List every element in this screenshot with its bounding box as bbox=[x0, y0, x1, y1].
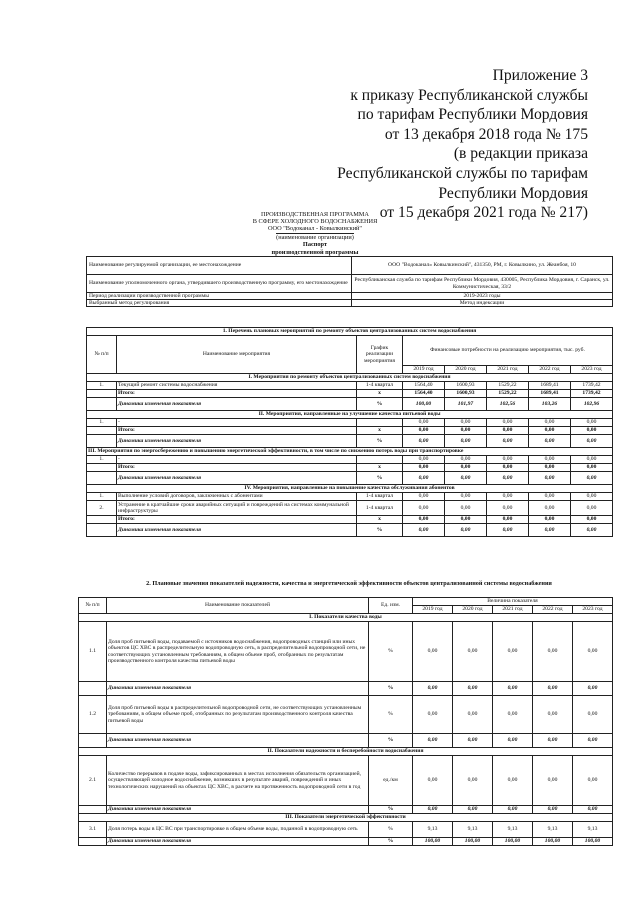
value-cell: 100,00 bbox=[403, 398, 445, 411]
passport-subtitle: производственной программы bbox=[271, 248, 359, 256]
dynamics-unit: % bbox=[357, 524, 403, 537]
value-cell: 0,00 bbox=[573, 696, 613, 734]
value-cell: 0,00 bbox=[453, 734, 493, 748]
value-cell: 0,00 bbox=[573, 806, 613, 814]
header-line: (в редакции приказа bbox=[453, 145, 588, 163]
col-header-unit: Ед. изм. bbox=[369, 598, 413, 614]
header-line: по тарифам Республики Мордовия bbox=[357, 106, 588, 124]
value-cell: 0,00 bbox=[529, 464, 571, 472]
value-cell: 1600,93 bbox=[445, 382, 487, 390]
value-cell: 0,00 bbox=[403, 472, 445, 485]
row-schedule bbox=[357, 419, 403, 427]
row-unit: ед./км bbox=[369, 756, 413, 806]
row-name: - bbox=[117, 419, 357, 427]
total-sched: х bbox=[357, 516, 403, 524]
value-cell: 0,00 bbox=[571, 456, 613, 464]
value-cell: 9,13 bbox=[533, 822, 573, 838]
passport-label: Период реализации производственной программы bbox=[87, 293, 352, 300]
value-cell: 1529,22 bbox=[487, 382, 529, 390]
section-header: I. Мероприятия по ремонту объектов централизованных систем водоснабжения bbox=[87, 374, 613, 382]
passport-row bbox=[87, 293, 613, 300]
value-cell: 0,00 bbox=[533, 734, 573, 748]
col-header-finance: Финансовые потребности на реализацию мероприятия, тыс. руб. bbox=[403, 336, 613, 366]
total-sched: х bbox=[357, 464, 403, 472]
indicators-table bbox=[78, 597, 613, 846]
value-cell: 0,00 bbox=[445, 456, 487, 464]
col-header-name: Наименование показателей bbox=[107, 598, 369, 614]
col-header-values: Величина показателя bbox=[413, 598, 613, 606]
section-header: II. Показатели надежности и бесперебойности водоснабжения bbox=[79, 748, 613, 756]
table-row bbox=[87, 501, 613, 516]
value-cell: 0,00 bbox=[493, 734, 533, 748]
value-cell: 0,00 bbox=[453, 756, 493, 806]
value-cell: 9,13 bbox=[453, 822, 493, 838]
row-name: Устранение в кратчайшие сроки аварийных ситуаций и повреждений на системах коммунальной инфраструктуры bbox=[117, 501, 357, 516]
passport-value: Метод индексации bbox=[352, 300, 613, 307]
passport-label: Выбранный метод регулирования bbox=[87, 300, 352, 307]
value-cell: 100,00 bbox=[533, 838, 573, 846]
total-sched: х bbox=[357, 427, 403, 435]
value-cell: 0,00 bbox=[403, 493, 445, 501]
year-header: 2023 год bbox=[573, 606, 613, 614]
value-cell: 0,00 bbox=[445, 501, 487, 516]
value-cell: 0,00 bbox=[571, 501, 613, 516]
value-cell: 9,13 bbox=[573, 822, 613, 838]
value-cell: 0,00 bbox=[403, 435, 445, 448]
dynamics-label: Динамика изменения показателя bbox=[107, 682, 369, 696]
dynamics-row bbox=[87, 472, 613, 485]
row-schedule: 1-4 квартал bbox=[357, 493, 403, 501]
value-cell: 0,00 bbox=[573, 682, 613, 696]
value-cell: 100,00 bbox=[573, 838, 613, 846]
total-row bbox=[87, 516, 613, 524]
section-header: III. Мероприятия по энергосбережению и повышению энергетической эффективности, в том числе по снижению потерь воды при транспортировке bbox=[87, 448, 613, 456]
program-title-line2: В СФЕРЕ ХОЛОДНОГО ВОДОСНАБЖЕНИЯ bbox=[252, 218, 378, 226]
row-num: 1.1 bbox=[79, 622, 107, 682]
value-cell: 0,00 bbox=[445, 427, 487, 435]
value-cell: 9,13 bbox=[413, 822, 453, 838]
row-name: Текущий ремонт системы водоснабжения bbox=[117, 382, 357, 390]
value-cell: 0,00 bbox=[529, 516, 571, 524]
total-label: Итого: bbox=[117, 427, 357, 435]
header-line: Республиканской службы по тарифам bbox=[337, 164, 588, 182]
dynamics-row bbox=[87, 524, 613, 537]
total-label: Итого: bbox=[117, 464, 357, 472]
value-cell: 0,00 bbox=[487, 435, 529, 448]
dynamics-unit: % bbox=[357, 472, 403, 485]
value-cell: 0,00 bbox=[571, 427, 613, 435]
passport-label: Наименование регулируемой организации, ее местонахождение bbox=[87, 257, 352, 275]
value-cell: 0,00 bbox=[571, 419, 613, 427]
dynamics-unit: % bbox=[357, 435, 403, 448]
year-header: 2021 год bbox=[487, 366, 529, 374]
value-cell: 0,00 bbox=[445, 435, 487, 448]
header-line: от 15 декабря 2021 года № 217) bbox=[379, 204, 588, 222]
passport-row bbox=[87, 257, 613, 275]
value-cell: 0,00 bbox=[493, 756, 533, 806]
appendix-header bbox=[288, 66, 588, 223]
value-cell: 0,00 bbox=[529, 427, 571, 435]
value-cell: 0,00 bbox=[403, 464, 445, 472]
value-cell: 0,00 bbox=[533, 806, 573, 814]
table-row bbox=[79, 756, 613, 806]
value-cell: 0,00 bbox=[571, 472, 613, 485]
passport-value: 2019-2023 годы bbox=[352, 293, 613, 300]
organization-note: (наименование организации) bbox=[276, 234, 354, 242]
dynamics-row bbox=[79, 806, 613, 814]
value-cell: 0,00 bbox=[529, 419, 571, 427]
repair-measures-table bbox=[86, 327, 613, 537]
row-name: Доля потерь воды в ЦС ВС при транспортировке в общем объеме воды, поданной в водопроводную сеть bbox=[107, 822, 369, 838]
row-unit: % bbox=[369, 822, 413, 838]
value-cell: 0,00 bbox=[413, 734, 453, 748]
dynamics-label: Динамика изменения показателя bbox=[107, 838, 369, 846]
value-cell: 100,00 bbox=[413, 838, 453, 846]
value-cell: 0,00 bbox=[487, 524, 529, 537]
row-num: 1. bbox=[87, 419, 117, 427]
value-cell: 1689,41 bbox=[529, 382, 571, 390]
value-cell: 0,00 bbox=[413, 696, 453, 734]
value-cell: 9,13 bbox=[493, 822, 533, 838]
dynamics-row bbox=[87, 435, 613, 448]
table2-caption: 2. Плановые значения показателей надежности, качества и энергетической эффективности объектов централизованной системы водоснабжения bbox=[146, 580, 552, 587]
value-cell: 1739,42 bbox=[571, 390, 613, 398]
dynamics-label: Динамика изменения показателя bbox=[117, 398, 357, 411]
value-cell: 101,97 bbox=[445, 398, 487, 411]
value-cell: 0,00 bbox=[529, 435, 571, 448]
value-cell: 0,00 bbox=[529, 493, 571, 501]
year-header: 2020 год bbox=[453, 606, 493, 614]
value-cell: 0,00 bbox=[493, 682, 533, 696]
value-cell: 100,00 bbox=[493, 838, 533, 846]
value-cell: 0,00 bbox=[413, 622, 453, 682]
row-unit: % bbox=[369, 622, 413, 682]
dynamics-unit: % bbox=[357, 398, 403, 411]
value-cell: 0,00 bbox=[487, 456, 529, 464]
table-row bbox=[79, 622, 613, 682]
row-name: - bbox=[117, 456, 357, 464]
value-cell: 1689,41 bbox=[529, 390, 571, 398]
value-cell: 0,00 bbox=[573, 734, 613, 748]
value-cell: 0,00 bbox=[487, 493, 529, 501]
row-name: Выполнение условий договоров, заключенных с абонентами bbox=[117, 493, 357, 501]
row-num: 2. bbox=[87, 501, 117, 516]
dynamics-row bbox=[79, 682, 613, 696]
total-label: Итого: bbox=[117, 390, 357, 398]
value-cell: 0,00 bbox=[453, 622, 493, 682]
program-title-line1: ПРОИЗВОДСТВЕННАЯ ПРОГРАММА bbox=[261, 211, 369, 218]
dynamics-label: Динамика изменения показателя bbox=[117, 435, 357, 448]
value-cell: 0,00 bbox=[445, 524, 487, 537]
dynamics-unit: % bbox=[369, 682, 413, 696]
dynamics-label: Динамика изменения показателя bbox=[107, 806, 369, 814]
value-cell: 0,00 bbox=[413, 756, 453, 806]
organization-name: ООО "Водоканал - Ковылкинский" bbox=[267, 225, 363, 233]
value-cell: 1564,40 bbox=[403, 390, 445, 398]
row-name: Количество перерывов в подаче воды, зафиксированных в местах исполнения обязательств организацией, осуществляющей холодное водоснабжение, возникших в результате аварий, повреждений и иных технологических нарушений на объектах ЦС ХВС, в расчете на протяженность водопроводной сети в год bbox=[107, 756, 369, 806]
value-cell: 0,00 bbox=[445, 464, 487, 472]
value-cell: 100,00 bbox=[453, 838, 493, 846]
value-cell: 0,00 bbox=[403, 456, 445, 464]
header-line: к приказу Республиканской службы bbox=[350, 86, 588, 104]
passport-title: Паспорт bbox=[302, 241, 328, 249]
year-header: 2019 год bbox=[413, 606, 453, 614]
year-header: 2022 год bbox=[533, 606, 573, 614]
value-cell: 103,26 bbox=[529, 398, 571, 411]
dynamics-unit: % bbox=[369, 838, 413, 846]
value-cell: 0,00 bbox=[529, 501, 571, 516]
value-cell: 0,00 bbox=[445, 472, 487, 485]
table-row bbox=[87, 493, 613, 501]
year-header: 2020 год bbox=[445, 366, 487, 374]
value-cell: 0,00 bbox=[533, 756, 573, 806]
col-header-num: № п/п bbox=[79, 598, 107, 614]
header-line: Приложение 3 bbox=[492, 67, 588, 84]
value-cell: 0,00 bbox=[413, 682, 453, 696]
header-line: от 13 декабря 2018 года № 175 bbox=[384, 125, 588, 143]
value-cell: 1739,42 bbox=[571, 382, 613, 390]
table-row bbox=[79, 696, 613, 734]
row-num: 1. bbox=[87, 456, 117, 464]
value-cell: 102,56 bbox=[487, 398, 529, 411]
col-header-num: № п/п bbox=[87, 336, 117, 374]
table-row bbox=[79, 822, 613, 838]
passport-value: Республиканская служба по тарифам Республики Мордовия, 430005, Республика Мордовия, г. Саранск, ул. Коммунистическая, 33/2 bbox=[352, 275, 613, 293]
value-cell: 0,00 bbox=[445, 516, 487, 524]
value-cell: 0,00 bbox=[493, 806, 533, 814]
section-header: III. Показатели энергетической эффективности bbox=[79, 814, 613, 822]
dynamics-row bbox=[79, 734, 613, 748]
passport-value: ООО "Водоканал» Ковылкинский", 431350, РМ, г. Ковылкино, ул. Жеанбоя, 10 bbox=[352, 257, 613, 275]
dynamics-label: Динамика изменения показателя bbox=[117, 472, 357, 485]
row-name: Доля проб питьевой воды, подаваемой с источников водоснабжения, водопроводных станций или иных объектов ЦС ХВС в распределительную водопроводную сеть, в распределительной водопроводной сети, не соответствующих установленным требованиям, в общем объеме проб, отобранных по результатам производственного контроля качества питьевой воды bbox=[107, 622, 369, 682]
value-cell: 0,00 bbox=[493, 622, 533, 682]
value-cell: 0,00 bbox=[487, 516, 529, 524]
value-cell: 0,00 bbox=[403, 419, 445, 427]
passport-table bbox=[86, 256, 613, 307]
row-num: 1. bbox=[87, 382, 117, 390]
passport-row bbox=[87, 275, 613, 293]
value-cell: 0,00 bbox=[453, 696, 493, 734]
value-cell: 0,00 bbox=[487, 427, 529, 435]
value-cell: 0,00 bbox=[571, 464, 613, 472]
value-cell: 0,00 bbox=[571, 493, 613, 501]
value-cell: 0,00 bbox=[573, 756, 613, 806]
value-cell: 0,00 bbox=[529, 524, 571, 537]
program-title bbox=[150, 211, 480, 256]
value-cell: 102,96 bbox=[571, 398, 613, 411]
dynamics-unit: % bbox=[369, 734, 413, 748]
value-cell: 0,00 bbox=[533, 622, 573, 682]
value-cell: 0,00 bbox=[533, 696, 573, 734]
section-header: I. Показатели качества воды bbox=[79, 614, 613, 622]
value-cell: 0,00 bbox=[403, 516, 445, 524]
table-row bbox=[87, 419, 613, 427]
year-header: 2019 год bbox=[403, 366, 445, 374]
value-cell: 0,00 bbox=[487, 501, 529, 516]
value-cell: 0,00 bbox=[529, 456, 571, 464]
row-name: Доля проб питьевой воды в распределительной водопроводной сети, не соответствующих установленным требованиям, в общем объеме проб, отобранных по результатам производственного контроля качества питьевой воды bbox=[107, 696, 369, 734]
table-row bbox=[87, 456, 613, 464]
value-cell: 0,00 bbox=[487, 419, 529, 427]
value-cell: 1564,40 bbox=[403, 382, 445, 390]
dynamics-row bbox=[87, 398, 613, 411]
value-cell: 0,00 bbox=[493, 696, 533, 734]
value-cell: 0,00 bbox=[453, 682, 493, 696]
value-cell: 0,00 bbox=[403, 501, 445, 516]
value-cell: 0,00 bbox=[571, 524, 613, 537]
row-num: 1.2 bbox=[79, 696, 107, 734]
value-cell: 1600,93 bbox=[445, 390, 487, 398]
passport-row bbox=[87, 300, 613, 307]
table1-caption: 1. Перечень плановых мероприятий по ремонту объектов централизованных систем водоснабжения bbox=[87, 328, 613, 336]
value-cell: 0,00 bbox=[487, 472, 529, 485]
value-cell: 0,00 bbox=[445, 493, 487, 501]
row-schedule: 1-4 квартал bbox=[357, 382, 403, 390]
row-num: 1. bbox=[87, 493, 117, 501]
year-header: 2022 год bbox=[529, 366, 571, 374]
value-cell: 0,00 bbox=[487, 464, 529, 472]
value-cell: 0,00 bbox=[529, 472, 571, 485]
value-cell: 0,00 bbox=[413, 806, 453, 814]
row-num: 3.1 bbox=[79, 822, 107, 838]
value-cell: 0,00 bbox=[403, 524, 445, 537]
row-unit: % bbox=[369, 696, 413, 734]
value-cell: 0,00 bbox=[445, 419, 487, 427]
section-header: II. Мероприятия, направленные на улучшение качества питьевой воды bbox=[87, 411, 613, 419]
total-sched: х bbox=[357, 390, 403, 398]
dynamics-label: Динамика изменения показателя bbox=[117, 524, 357, 537]
row-schedule: 1-4 квартал bbox=[357, 501, 403, 516]
value-cell: 0,00 bbox=[571, 435, 613, 448]
value-cell: 0,00 bbox=[403, 427, 445, 435]
col-header-name: Наименование мероприятия bbox=[117, 336, 357, 374]
col-header-schedule: График реализации мероприятия bbox=[357, 336, 403, 374]
value-cell: 0,00 bbox=[573, 622, 613, 682]
table-row bbox=[87, 382, 613, 390]
dynamics-unit: % bbox=[369, 806, 413, 814]
value-cell: 0,00 bbox=[533, 682, 573, 696]
section-header: IV. Мероприятия, направленные на повышение качества обслуживания абонентов bbox=[87, 485, 613, 493]
passport-label: Наименование уполномоченного органа, утвердившего производственную программу, его местонахождение bbox=[87, 275, 352, 293]
year-header: 2023 год bbox=[571, 366, 613, 374]
value-cell: 0,00 bbox=[453, 806, 493, 814]
value-cell: 0,00 bbox=[571, 516, 613, 524]
total-row bbox=[87, 390, 613, 398]
total-label: Итого: bbox=[117, 516, 357, 524]
dynamics-label: Динамика изменения показателя bbox=[107, 734, 369, 748]
row-num: 2.1 bbox=[79, 756, 107, 806]
row-schedule bbox=[357, 456, 403, 464]
dynamics-row bbox=[79, 838, 613, 846]
value-cell: 1529,22 bbox=[487, 390, 529, 398]
total-row bbox=[87, 427, 613, 435]
total-row bbox=[87, 464, 613, 472]
year-header: 2021 год bbox=[493, 606, 533, 614]
header-line: Республики Мордовия bbox=[438, 184, 588, 202]
